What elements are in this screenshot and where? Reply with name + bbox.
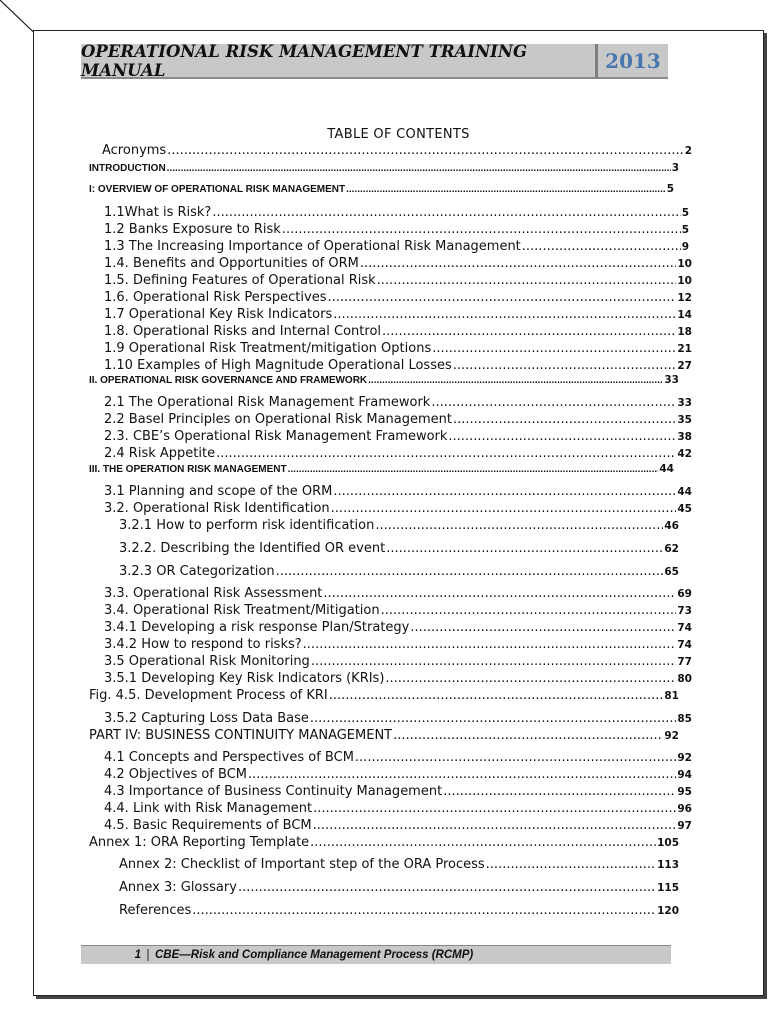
toc-entry — [104, 395, 692, 410]
toc-entry — [104, 222, 689, 237]
toc-dot-leader — [282, 222, 681, 237]
toc-dot-leader — [167, 143, 683, 158]
toc-entry-label: Fig. 4.5. Development Process of KRI — [89, 688, 328, 703]
toc-entry-label: Annex 2: Checklist of Important step of the ORA Process — [119, 857, 485, 872]
toc-entry-page: 35 — [677, 414, 692, 426]
page-header — [81, 41, 668, 80]
toc-entry-page: 14 — [677, 309, 692, 321]
toc-entry — [89, 728, 679, 743]
toc-entry — [89, 463, 674, 475]
toc-dot-leader — [453, 412, 676, 427]
toc-entry-label: 2.3. CBE’s Operational Risk Management Framework — [104, 429, 448, 444]
toc-entry-label: INTRODUCTION — [89, 163, 166, 174]
toc-entry-label: 3.2.2. Describing the Identified OR event — [119, 541, 386, 556]
toc-entry-label: 2.2 Basel Principles on Operational Risk Management — [104, 412, 452, 427]
toc-entry-page: 2 — [684, 145, 692, 157]
document-page — [33, 30, 764, 996]
toc-entry-label: 3.5 Operational Risk Monitoring — [104, 654, 310, 669]
toc-entry-label: 3.2.3 OR Categorization — [119, 564, 275, 579]
toc-entry — [119, 903, 679, 918]
toc-entry-page: 69 — [677, 588, 692, 600]
toc-entry — [119, 857, 679, 872]
toc-entry-page: 33 — [664, 374, 679, 386]
toc-entry-page: 113 — [657, 859, 679, 871]
toc-dot-leader — [377, 273, 677, 288]
toc-entry — [89, 162, 679, 174]
toc-entry-label: PART IV: BUSINESS CONTINUITY MANAGEMENT — [89, 728, 393, 743]
toc-dot-leader — [385, 671, 676, 686]
toc-entry — [104, 818, 692, 833]
toc-entry — [104, 603, 692, 618]
toc-dot-leader — [311, 654, 677, 669]
toc-entry — [104, 637, 692, 652]
toc-entry-label: 3.4.2 How to respond to risks? — [104, 637, 302, 652]
toc-entry-page: 62 — [664, 543, 679, 555]
toc-dot-leader — [288, 464, 659, 475]
toc-entry-label: References — [119, 903, 192, 918]
toc-heading: TABLE OF CONTENTS — [327, 127, 470, 142]
toc-entry-label: 4.1 Concepts and Perspectives of BCM — [104, 750, 354, 765]
toc-entry-page: 74 — [677, 622, 692, 634]
toc-entry — [104, 801, 692, 816]
manual-year: 2013 — [598, 44, 668, 79]
toc-entry — [104, 446, 692, 461]
toc-entry-label: 3.4.1 Developing a risk response Plan/Strategy — [104, 620, 410, 635]
toc-dot-leader — [381, 603, 677, 618]
toc-entry-label: 3.4. Operational Risk Treatment/Mitigation — [104, 603, 380, 618]
toc-entry-page: 85 — [677, 713, 692, 725]
toc-entry — [104, 711, 692, 726]
toc-entry-label: Acronyms — [102, 143, 167, 158]
toc-entry — [89, 835, 679, 850]
toc-entry-label: 4.5. Basic Requirements of BCM — [104, 818, 312, 833]
toc-entry-label: 3.5.1 Developing Key Risk Indicators (KRIs) — [104, 671, 385, 686]
toc-dot-leader — [192, 903, 656, 918]
toc-entry-page: 42 — [677, 448, 692, 460]
toc-dot-leader — [486, 857, 656, 872]
toc-entry — [104, 239, 689, 254]
toc-dot-leader — [393, 728, 663, 743]
toc-entry — [104, 620, 692, 635]
toc-entry — [104, 358, 692, 373]
toc-entry — [102, 143, 692, 158]
toc-entry-page: 73 — [677, 605, 692, 617]
toc-entry-page: 44 — [677, 486, 692, 498]
toc-entry-label: 2.1 The Operational Risk Management Framework — [104, 395, 431, 410]
toc-entry-page: 10 — [677, 258, 692, 270]
toc-entry-page: 9 — [681, 241, 689, 253]
toc-entry — [89, 374, 679, 386]
toc-entry-label: 4.2 Objectives of BCM — [104, 767, 247, 782]
toc-entry-label: 4.4. Link with Risk Management — [104, 801, 313, 816]
toc-entry-label: 3.3. Operational Risk Assessment — [104, 586, 323, 601]
toc-entry-label: III. THE OPERATION RISK MANAGEMENT — [89, 464, 287, 475]
toc-dot-leader — [448, 429, 676, 444]
toc-entry — [104, 256, 692, 271]
toc-entry-label: 3.2. Operational Risk Identification — [104, 501, 330, 516]
footer-page-number: 1 — [81, 949, 149, 961]
toc-dot-leader — [328, 290, 677, 305]
toc-entry-page: 92 — [677, 752, 692, 764]
toc-entry — [104, 654, 692, 669]
toc-entry-page: 96 — [677, 803, 692, 815]
toc-entry-label: 4.3 Importance of Business Continuity Management — [104, 784, 443, 799]
toc-entry-label: Annex 3: Glossary — [119, 880, 237, 895]
toc-entry — [104, 750, 692, 765]
toc-entry-page: 3 — [671, 162, 679, 174]
toc-entry — [119, 564, 679, 579]
toc-entry — [89, 688, 679, 703]
toc-entry-page: 77 — [677, 656, 692, 668]
toc-dot-leader — [410, 620, 676, 635]
toc-entry-page: 5 — [681, 207, 689, 219]
toc-entry-page: 74 — [677, 639, 692, 651]
toc-entry-page: 115 — [657, 882, 679, 894]
toc-entry — [119, 541, 679, 556]
toc-entry-page: 81 — [664, 690, 679, 702]
toc-entry-label: Annex 1: ORA Reporting Template — [89, 835, 310, 850]
toc-entry-page: 33 — [677, 397, 692, 409]
toc-dot-leader — [453, 358, 677, 373]
page-footer — [81, 945, 671, 964]
toc-dot-leader — [333, 307, 676, 322]
toc-entry — [104, 324, 692, 339]
toc-dot-leader — [432, 341, 676, 356]
toc-entry-label: 1.5. Defining Features of Operational Risk — [104, 273, 376, 288]
toc-entry-label: 2.4 Risk Appetite — [104, 446, 216, 461]
toc-entry-page: 44 — [659, 463, 674, 475]
toc-entry — [104, 205, 689, 220]
toc-dot-leader — [375, 518, 663, 533]
toc-entry-page: 120 — [657, 905, 679, 917]
toc-entry-label: 3.1 Planning and scope of the ORM — [104, 484, 333, 499]
toc-entry-label: 1.9 Operational Risk Treatment/mitigation Options — [104, 341, 432, 356]
toc-dot-leader — [346, 184, 666, 195]
toc-entry-page: 5 — [681, 224, 689, 236]
toc-entry-page: 46 — [664, 520, 679, 532]
toc-dot-leader — [216, 446, 676, 461]
toc-dot-leader — [443, 784, 676, 799]
footer-text: CBE—Risk and Compliance Management Process (RCMP) — [155, 949, 474, 961]
toc-entry — [104, 501, 692, 516]
toc-dot-leader — [355, 750, 676, 765]
toc-entry-label: 1.2 Banks Exposure to Risk — [104, 222, 281, 237]
toc-dot-leader — [333, 484, 676, 499]
toc-entry — [104, 273, 692, 288]
toc-dot-leader — [331, 501, 677, 516]
toc-entry — [104, 767, 692, 782]
toc-dot-leader — [303, 637, 677, 652]
toc-dot-leader — [313, 818, 677, 833]
toc-entry — [104, 586, 692, 601]
toc-entry — [104, 307, 692, 322]
toc-entry — [104, 484, 692, 499]
toc-dot-leader — [431, 395, 676, 410]
toc-dot-leader — [313, 801, 676, 816]
toc-dot-leader — [276, 564, 664, 579]
toc-dot-leader — [167, 163, 671, 174]
toc-entry — [104, 341, 692, 356]
toc-entry — [104, 290, 692, 305]
toc-dot-leader — [382, 324, 676, 339]
toc-entry-page: 94 — [677, 769, 692, 781]
toc-entry-label: 1.10 Examples of High Magnitude Operational Losses — [104, 358, 452, 373]
toc-entry-label: 1.6. Operational Risk Perspectives — [104, 290, 327, 305]
toc-entry-label: 1.7 Operational Key Risk Indicators — [104, 307, 333, 322]
toc-dot-leader — [310, 711, 676, 726]
toc-entry-page: 80 — [677, 673, 692, 685]
toc-entry-label: 1.4. Benefits and Opportunities of ORM — [104, 256, 359, 271]
toc-entry-page: 92 — [664, 730, 679, 742]
toc-dot-leader — [360, 256, 677, 271]
toc-entry-label: II. OPERATIONAL RISK GOVERNANCE AND FRAMEWORK — [89, 375, 368, 386]
toc-entry-label: 3.2.1 How to perform risk identification — [119, 518, 375, 533]
toc-dot-leader — [329, 688, 664, 703]
toc-entry-page: 45 — [677, 503, 692, 515]
toc-entry-page: 95 — [677, 786, 692, 798]
toc-entry — [119, 880, 679, 895]
toc-entry-page: 27 — [677, 360, 692, 372]
toc-entry-label: 3.5.2 Capturing Loss Data Base — [104, 711, 309, 726]
toc-entry-page: 105 — [657, 837, 679, 849]
toc-entry — [104, 429, 692, 444]
toc-entry-label: 1.3 The Increasing Importance of Operational Risk Management — [104, 239, 521, 254]
toc-entry — [119, 518, 679, 533]
toc-dot-leader — [212, 205, 680, 220]
toc-dot-leader — [310, 835, 656, 850]
toc-entry-page: 21 — [677, 343, 692, 355]
toc-dot-leader — [386, 541, 663, 556]
toc-entry-page: 10 — [677, 275, 692, 287]
toc-entry-page: 38 — [677, 431, 692, 443]
toc-entry — [104, 671, 692, 686]
toc-dot-leader — [522, 239, 681, 254]
toc-entry — [104, 412, 692, 427]
toc-dot-leader — [238, 880, 656, 895]
toc-entry-page: 18 — [677, 326, 692, 338]
toc-dot-leader — [368, 375, 663, 386]
toc-dot-leader — [248, 767, 676, 782]
toc-entry-page: 5 — [666, 183, 674, 195]
toc-entry-label: 1.1What is Risk? — [104, 205, 212, 220]
toc-entry — [89, 183, 674, 195]
toc-entry-page: 65 — [664, 566, 679, 578]
toc-entry-label: 1.8. Operational Risks and Internal Control — [104, 324, 382, 339]
toc-entry-label: I: OVERVIEW OF OPERATIONAL RISK MANAGEMENT — [89, 184, 346, 195]
toc-entry — [104, 784, 692, 799]
toc-dot-leader — [323, 586, 676, 601]
manual-title: OPERATIONAL RISK MANAGEMENT TRAINING MANUAL — [81, 44, 598, 79]
toc-entry-page: 97 — [677, 820, 692, 832]
toc-entry-page: 12 — [677, 292, 692, 304]
